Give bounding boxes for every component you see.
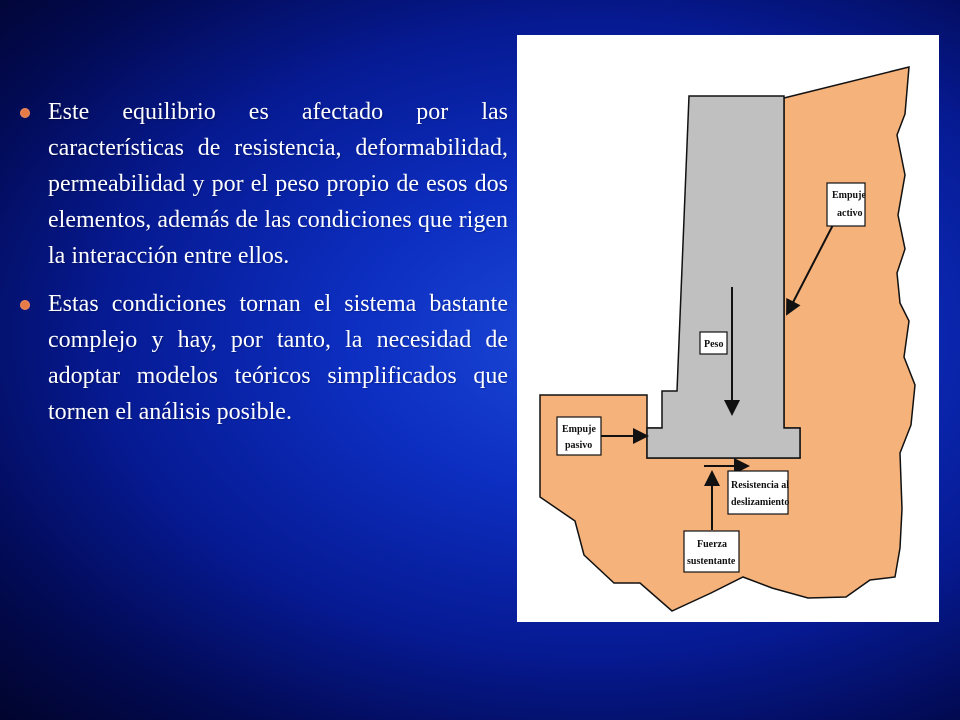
peso-label: Peso xyxy=(704,339,724,350)
resistencia-label-line-1: Resistencia al xyxy=(731,480,790,491)
retaining-wall-diagram xyxy=(517,35,939,622)
retaining-wall xyxy=(647,96,800,458)
resistencia-label-line-2: deslizamiento xyxy=(731,497,790,508)
fuerza-label-line-2: sustentante xyxy=(687,556,736,567)
bullet-text: Estas condiciones tornan el sistema bastante complejo y hay, por tanto, la necesidad de adoptar modelos teóricos simplificados que tornen el análisis posible. xyxy=(48,291,508,425)
bullet-item xyxy=(20,286,508,430)
bullet-item xyxy=(20,94,508,274)
empuje-activo-label-line-2: activo xyxy=(837,208,863,219)
empuje-pasivo-label-line-2: pasivo xyxy=(565,440,593,451)
diagram-svg xyxy=(517,35,939,622)
bullet-dot-icon xyxy=(20,108,30,118)
empuje-activo-label-line-1: Empuje xyxy=(832,190,866,201)
fuerza-label-line-1: Fuerza xyxy=(697,539,727,550)
bullet-dot-icon xyxy=(20,300,30,310)
empuje-pasivo-label-line-1: Empuje xyxy=(562,424,596,435)
bullet-text-panel xyxy=(20,94,508,442)
bullet-text: Este equilibrio es afectado por las características de resistencia, deformabilidad, permeabilidad y por el peso propio de esos dos elementos, además de las condiciones que rigen la interacción entre ellos. xyxy=(48,99,508,269)
